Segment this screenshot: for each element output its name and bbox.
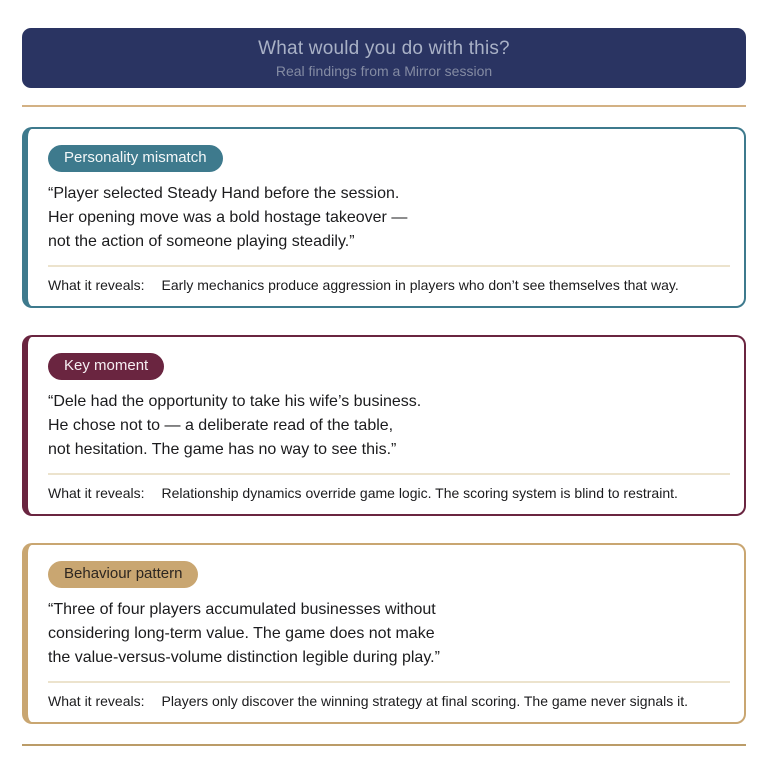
header-title: What would you do with this? — [258, 37, 510, 59]
quote-line: “Player selected Steady Hand before the session. — [48, 185, 400, 202]
reveals-label: What it reveals: — [48, 693, 145, 709]
quote-line: not hesitation. The game has no way to see this.” — [48, 441, 397, 458]
quote-text — [48, 390, 730, 462]
quote-line: Her opening move was a bold hostage takeover — — [48, 209, 408, 226]
category-badge: Key moment — [48, 353, 164, 380]
quote-line: He chose not to — a deliberate read of the table, — [48, 417, 394, 434]
reveals-divider — [48, 473, 730, 475]
reveals-text: Early mechanics produce aggression in players who don’t see themselves that way. — [161, 277, 679, 293]
reveals-divider — [48, 265, 730, 267]
quote-line: considering long-term value. The game does not make — [48, 625, 435, 642]
reveals-divider — [48, 681, 730, 683]
category-badge: Behaviour pattern — [48, 561, 198, 588]
finding-card-personality-mismatch — [22, 127, 746, 308]
bottom-divider — [22, 744, 746, 746]
quote-line: “Three of four players accumulated businesses without — [48, 601, 436, 618]
finding-card-behaviour-pattern — [22, 543, 746, 724]
reveals-row — [48, 276, 730, 294]
reveals-text: Players only discover the winning strategy at final scoring. The game never signals it. — [161, 693, 689, 709]
reveals-row — [48, 484, 730, 502]
finding-card-key-moment — [22, 335, 746, 516]
quote-line: the value-versus-volume distinction legible during play.” — [48, 649, 440, 666]
header-banner — [22, 28, 746, 88]
quote-line: not the action of someone playing steadily.” — [48, 233, 355, 250]
reveals-text: Relationship dynamics override game logic. The scoring system is blind to restraint. — [161, 485, 678, 501]
quote-text — [48, 182, 730, 254]
reveals-row — [48, 692, 730, 710]
header-subtitle: Real findings from a Mirror session — [275, 62, 493, 79]
top-divider — [22, 105, 746, 107]
quote-line: “Dele had the opportunity to take his wife’s business. — [48, 393, 422, 410]
reveals-label: What it reveals: — [48, 277, 145, 293]
category-badge: Personality mismatch — [48, 145, 223, 172]
quote-text — [48, 598, 730, 670]
reveals-label: What it reveals: — [48, 485, 145, 501]
